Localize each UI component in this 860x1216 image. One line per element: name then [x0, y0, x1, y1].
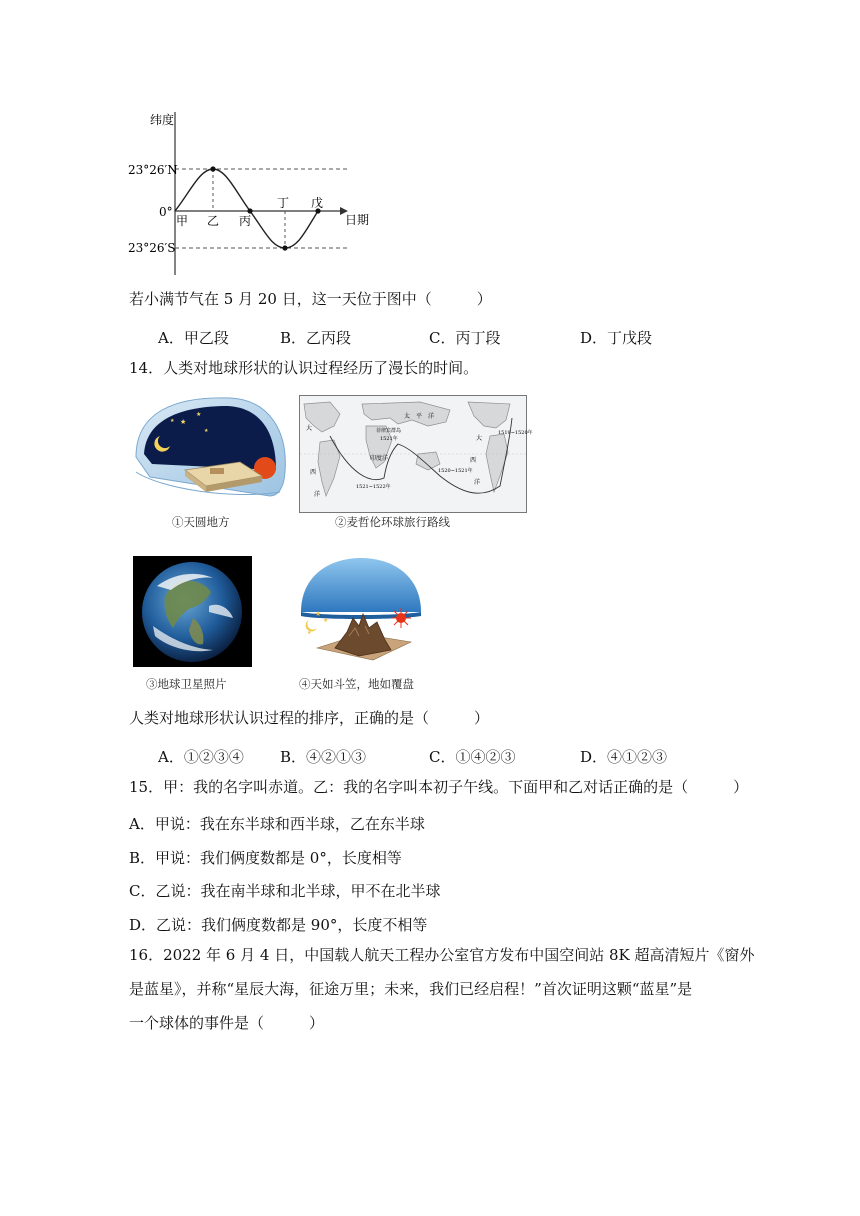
svg-text:洋: 洋 [428, 413, 435, 420]
figure-4-bowl-illustration [299, 556, 423, 664]
figure-3-earth-photo [133, 556, 252, 667]
svg-text:洋: 洋 [474, 479, 481, 486]
q15-option-b[interactable]: B．甲说：我们俩度数都是 0°，长度相等 [129, 849, 402, 867]
q13-option-a[interactable]: A．甲乙段 [158, 329, 229, 347]
q13-option-d[interactable]: D．丁戊段 [580, 329, 653, 347]
svg-text:1521年: 1521年 [380, 436, 398, 442]
q15-stem: 15．甲：我的名字叫赤道。乙：我的名字叫本初子午线。下面甲和乙对话正确的是（ ） [129, 778, 749, 796]
svg-text:大: 大 [476, 435, 483, 442]
q13-option-c[interactable]: C．丙丁段 [429, 329, 501, 347]
q13-option-b[interactable]: B．乙丙段 [280, 329, 352, 347]
solar-declination-graph [120, 100, 380, 280]
svg-text:洋: 洋 [314, 491, 321, 498]
figure-2-magellan-map [299, 395, 533, 513]
point-ding [282, 245, 287, 250]
q15-option-a[interactable]: A．甲说：我在东半球和西半球，乙在东半球 [129, 815, 425, 833]
svg-text:★: ★ [180, 418, 187, 426]
point-label-bing: 丙 [239, 214, 252, 228]
svg-text:★: ★ [196, 411, 202, 418]
svg-text:1521~1522年: 1521~1522年 [356, 484, 391, 490]
svg-text:太: 太 [404, 413, 411, 420]
q16-line-2: 是蓝星》，并称“星辰大海，征途万里；未来，我们已经启程！”首次证明这颗“蓝星”是 [129, 980, 693, 998]
point-yi [210, 166, 215, 171]
q14-option-d[interactable]: D．④①②③ [580, 748, 668, 766]
point-bing [247, 208, 252, 213]
figure-1-dome-illustration [130, 392, 290, 500]
svg-text:★: ★ [315, 610, 322, 618]
svg-text:大: 大 [306, 425, 313, 432]
svg-text:西: 西 [310, 469, 317, 476]
y-label-zero: 0° [159, 205, 173, 219]
q14-option-c[interactable]: C．①④②③ [429, 748, 516, 766]
y-label-south: 23°26′S [128, 241, 176, 255]
point-label-wu: 戊 [311, 196, 324, 210]
figure-2-caption: ②麦哲伦环球旅行路线 [335, 515, 450, 529]
q14-option-b[interactable]: B．④②①③ [280, 748, 367, 766]
q15-option-d[interactable]: D．乙说：我们俩度数都是 90°，长度不相等 [129, 916, 428, 934]
svg-text:1519~1520年: 1519~1520年 [498, 430, 533, 436]
q15-option-c[interactable]: C．乙说：我在南半球和北半球，甲不在北半球 [129, 882, 441, 900]
svg-text:★: ★ [170, 418, 175, 424]
svg-text:印度洋: 印度洋 [370, 455, 389, 462]
point-label-ding: 丁 [277, 196, 290, 210]
y-axis-title: 纬度 [150, 113, 175, 127]
svg-text:★: ★ [323, 617, 329, 624]
y-label-north: 23°26′N [128, 163, 178, 177]
q13-stem: 若小满节气在 5 月 20 日，这一天位于图中（ ） [129, 290, 492, 308]
point-label-jia: 甲 [176, 214, 189, 228]
figure-1-caption: ①天圆地方 [172, 515, 230, 529]
svg-text:西: 西 [470, 457, 477, 464]
svg-text:★: ★ [204, 428, 209, 434]
svg-text:★: ★ [307, 630, 312, 636]
point-label-yi: 乙 [207, 214, 220, 228]
declination-curve [175, 169, 318, 248]
q14-stem: 人类对地球形状认识过程的排序，正确的是（ ） [129, 709, 490, 727]
figure-4-caption: ④天如斗笠，地如覆盘 [299, 677, 414, 691]
svg-text:平: 平 [416, 413, 423, 420]
figure-3-caption: ③地球卫星照片 [146, 677, 227, 691]
q16-line-3: 一个球体的事件是（ ） [129, 1014, 325, 1032]
q14-title: 14．人类对地球形状的认识过程经历了漫长的时间。 [129, 359, 479, 377]
svg-text:菲律宾群岛: 菲律宾群岛 [376, 428, 402, 434]
q16-line-1: 16．2022 年 6 月 4 日，中国载人航天工程办公室官方发布中国空间站 8K 超高清短片《窗外 [129, 946, 755, 964]
svg-text:1520~1521年: 1520~1521年 [438, 468, 473, 474]
q14-option-a[interactable]: A．①②③④ [158, 748, 244, 766]
x-axis-title: 日期 [345, 213, 370, 227]
